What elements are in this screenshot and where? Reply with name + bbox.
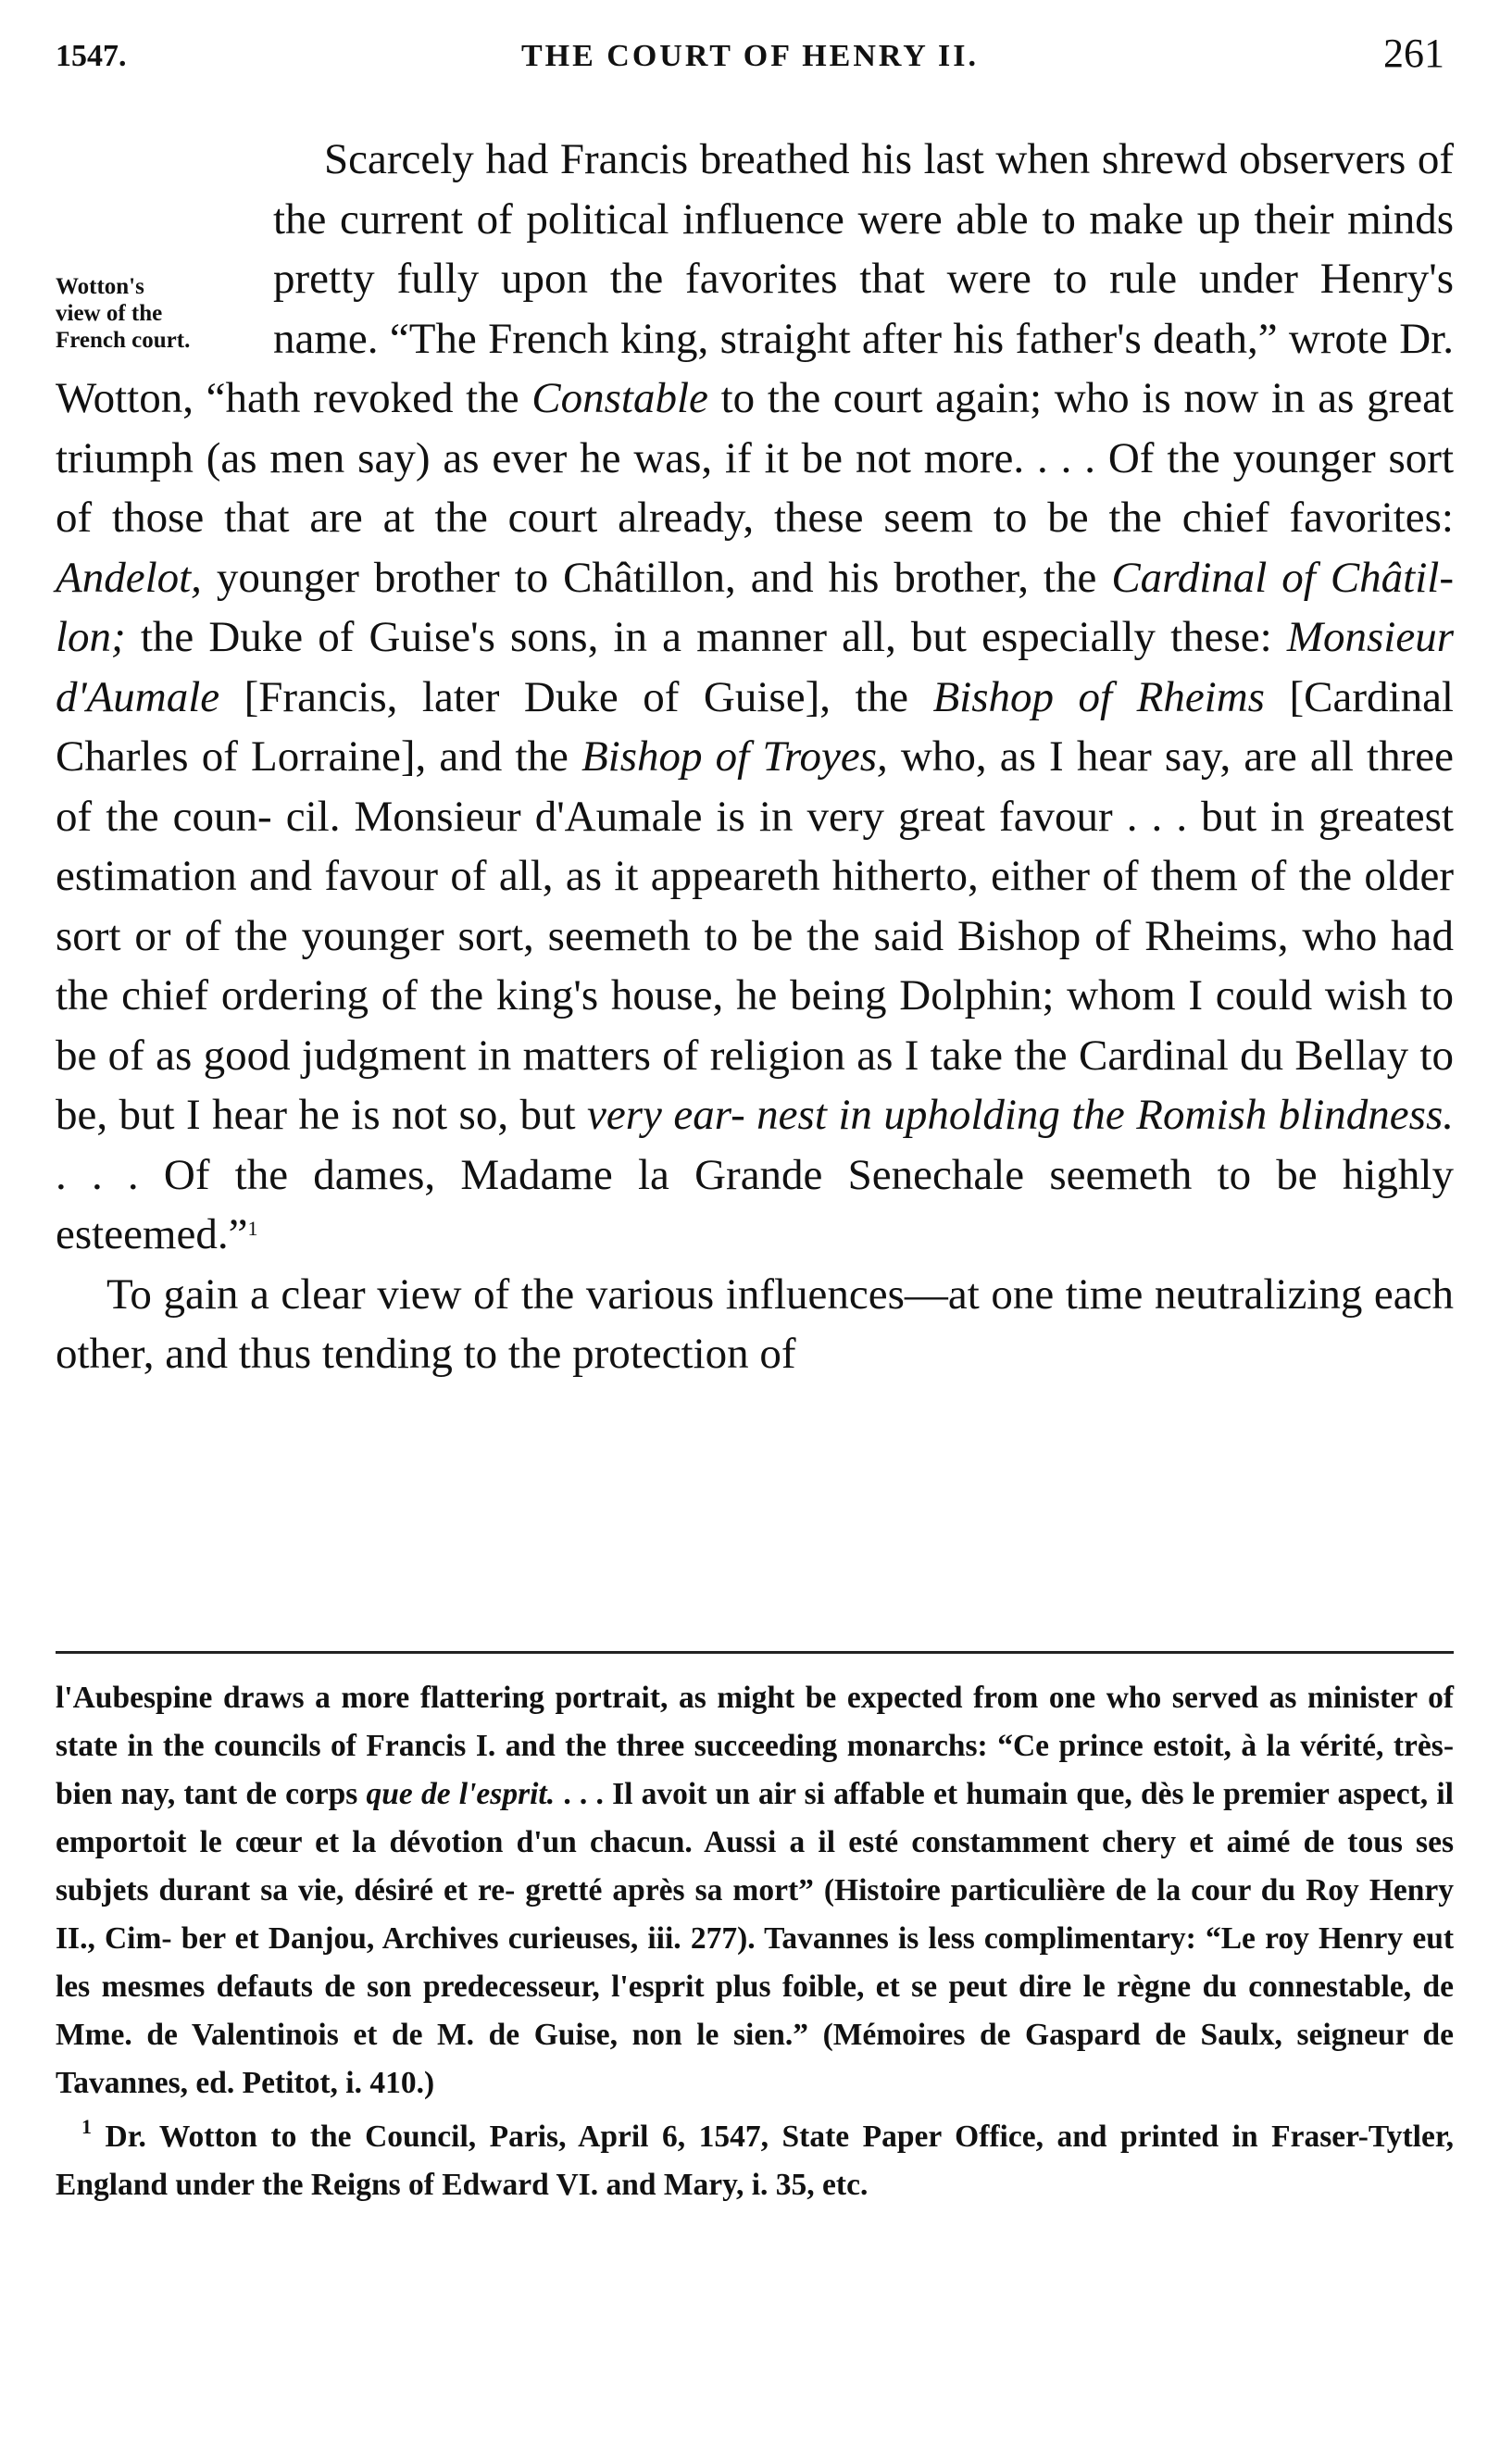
margin-note-line: view of the (56, 301, 163, 326)
footnote-reference[interactable]: 1 (247, 1217, 258, 1240)
header-title: THE COURT OF HENRY II. (520, 39, 980, 73)
footnote-marker: 1 (81, 2115, 92, 2138)
text-run: who, as I hear say, are all three of the coun- cil. Monsieur d'Aumale is in very great favour . . . but in greatest estimation and favour of all, as it appeareth hitherto, either of them of the older sort or of the younger sort, seemeth to be the said Bishop of Rheims, who had the chief ordering of the king's house, he being Dolphin; whom I could wish to be of as good judgment in matters of religion as I take the Cardinal du Bellay to be, but I hear he is not so, but (56, 732, 1454, 1139)
italic-run: Constable (531, 374, 708, 422)
text-run: Dr. Wotton to the Council, Paris, April 6, 1547, State Paper Office, and printed in Fraser-Tytler, England under the Reigns of Edward VI. and Mary, i. 35, etc. (56, 2120, 1454, 2202)
running-head (56, 28, 1444, 83)
paragraph-influences (56, 1265, 1454, 1384)
header-year: 1547. (56, 39, 127, 73)
italic-run: Andelot, (56, 553, 202, 602)
italic-run: Bishop of Rheims (932, 672, 1265, 721)
main-text (56, 130, 1454, 1384)
text-run: [Francis, later Duke of Guise], the (219, 672, 933, 721)
margin-note-line: French court. (56, 328, 191, 353)
page-number: 261 (1383, 31, 1444, 76)
text-run: . . . Il avoit un air si affable et humain que, dès le premier aspect, il emportoit le cœur et la dévotion d'un chacun. Aussi a il esté constamment chery et aimé de tous ses subjets durant sa vie, désiré et re- gretté après sa mort” (Histoire particulière de la cour du Roy Henry II., Cim- ber et Danjou, Archives curieuses, iii. 277). Tavannes is less complimentary: “Le roy Henry eut les mesmes defauts de son predecesseur, l'esprit plus foible, et se peut dire le règne du connestable, de Mme. de Valentinois et de M. de Guise, non le sien.” (Mémoires de Gaspard de Saulx, seigneur de Tavannes, ed. Petitot, i. 410.) (56, 1777, 1454, 2100)
text-run: [Cardinal Charles of Lorraine], and the (56, 672, 1454, 781)
italic-run: Cardinal of Châtil- lon; (56, 553, 1455, 661)
paragraph-wotton-quote (56, 130, 1454, 1265)
margin-note-line: Wotton's (56, 274, 144, 299)
footnotes (56, 1674, 1454, 2209)
margin-note (56, 273, 255, 354)
footnote-1 (56, 2113, 1454, 2209)
italic-run: Bishop of Troyes, (581, 732, 888, 781)
italic-run: Monsieur d'Aumale (56, 613, 1454, 721)
footnote-continued (56, 1674, 1454, 2108)
footnote-rule (56, 1651, 1454, 1654)
text-run: the Duke of Guise's sons, in a manner all, but especially these: (125, 613, 1287, 661)
text-run: . . . Of the dames, Madame la Grande Senechale seemeth to be highly esteemed.” (56, 1150, 1454, 1258)
text-run: younger brother to Châtillon, and his brother, the (201, 553, 1112, 602)
text-run: Scarcely had Francis breathed his last when shrewd observers of the current of political influence were able to make up their minds pretty fully upon the favorites that were to rule under Henry's name. “The French king, straight after his father's death,” wrote Dr. Wotton, “hath revoked the (56, 135, 1454, 422)
text-run: l'Aubespine draws a more flattering portrait, as might be expected from one who served as minister of state in the councils of Francis I. and the three succeeding monarchs: “Ce prince estoit, à la vérité, très-bien nay, tant de corps (56, 1681, 1454, 1811)
italic-run: very ear- nest in upholding the Romish blindness. (587, 1091, 1454, 1139)
text-run: to the court again; who is now in as great triumph (as men say) as ever he was, if it be not more. . . . Of the younger sort of those that are at the court already, these seem to be the chief favorites: (56, 374, 1454, 542)
italic-run: que de l'esprit. (366, 1777, 556, 1811)
text-run: To gain a clear view of the various influences—at one time neutralizing each other, and thus tending to the protection of (56, 1270, 1454, 1378)
